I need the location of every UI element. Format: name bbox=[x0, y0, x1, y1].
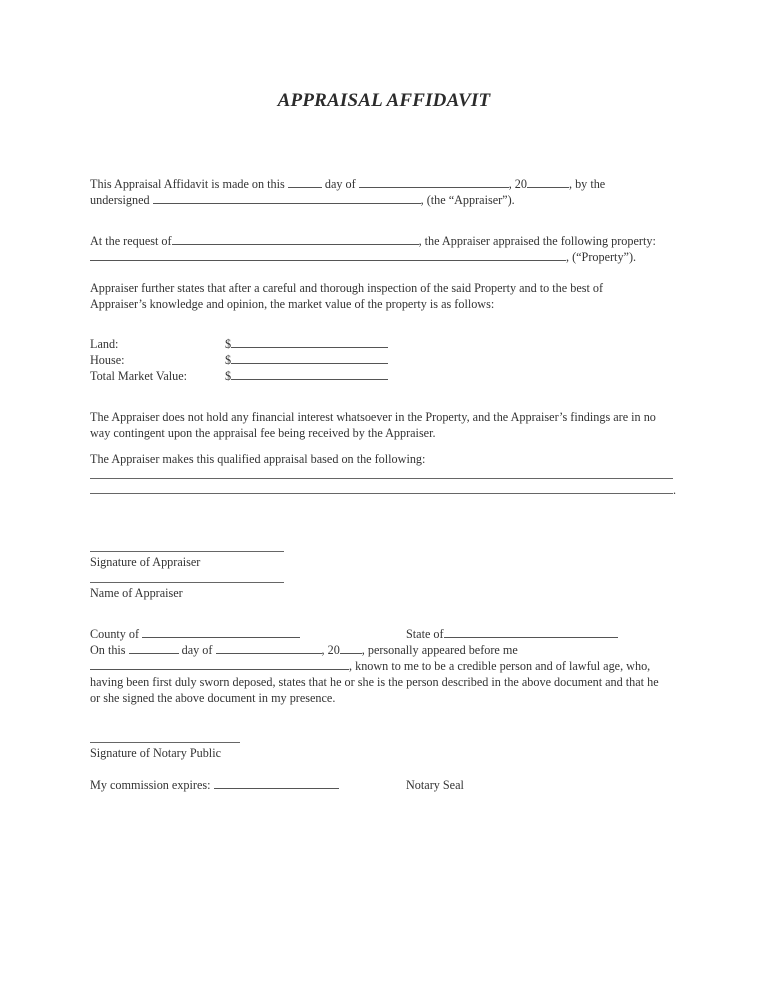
notary-line-2 bbox=[90, 642, 518, 658]
request-text: , (“Property”). bbox=[566, 250, 637, 264]
intro-text: , (the “Appraiser”). bbox=[420, 193, 515, 207]
currency-symbol: $ bbox=[225, 369, 232, 383]
county-label: County of bbox=[90, 627, 140, 641]
house-label: House: bbox=[90, 353, 125, 367]
intro-text: day of bbox=[324, 177, 356, 191]
affiant-name-blank[interactable] bbox=[90, 658, 349, 670]
appraiser-name-line[interactable] bbox=[90, 582, 284, 583]
notary-year-blank[interactable] bbox=[340, 642, 362, 654]
total-label: Total Market Value: bbox=[90, 369, 188, 383]
notary-text: day of bbox=[181, 643, 213, 657]
land-label: Land: bbox=[90, 337, 119, 351]
notary-line-5: or she signed the above document in my presence. bbox=[90, 691, 336, 705]
intro-line-1 bbox=[90, 176, 605, 192]
intro-text: , by the bbox=[568, 177, 606, 191]
year-blank[interactable] bbox=[527, 176, 569, 188]
state-blank[interactable] bbox=[444, 626, 618, 638]
notary-month-blank[interactable] bbox=[216, 642, 322, 654]
currency-symbol: $ bbox=[225, 353, 232, 367]
appraiser-signature-label: Signature of Appraiser bbox=[90, 555, 201, 569]
day-blank[interactable] bbox=[288, 176, 322, 188]
request-text: At the request of bbox=[90, 234, 172, 248]
appraiser-signature-line[interactable] bbox=[90, 551, 284, 552]
state-field bbox=[406, 626, 618, 642]
house-field[interactable] bbox=[225, 352, 388, 368]
house-value-blank[interactable] bbox=[231, 352, 388, 364]
notary-line-3 bbox=[90, 658, 650, 674]
total-value-blank[interactable] bbox=[231, 368, 388, 380]
appraiser-name-label: Name of Appraiser bbox=[90, 586, 183, 600]
total-field[interactable] bbox=[225, 368, 388, 384]
basis-period: . bbox=[673, 483, 677, 497]
land-value-blank[interactable] bbox=[231, 336, 388, 348]
notary-signature-label: Signature of Notary Public bbox=[90, 746, 221, 760]
land-field[interactable] bbox=[225, 336, 388, 352]
request-line-2 bbox=[90, 249, 636, 265]
inspection-line-1: Appraiser further states that after a careful and thorough inspection of the said Property and to the best of bbox=[90, 281, 604, 295]
notary-line-4: having been first duly sworn deposed, states that he or she is the person described in the above document and that he bbox=[90, 675, 659, 689]
intro-text: This Appraisal Affidavit is made on this bbox=[90, 177, 285, 191]
basis-blank-2[interactable] bbox=[90, 493, 673, 494]
notary-seal-label: Notary Seal bbox=[406, 778, 464, 792]
request-text: , the Appraiser appraised the following property: bbox=[418, 234, 656, 248]
notary-text: , known to me to be a credible person and of lawful age, who, bbox=[349, 659, 651, 673]
currency-symbol: $ bbox=[225, 337, 232, 351]
state-label: State of bbox=[406, 627, 444, 641]
interest-line-1: The Appraiser does not hold any financial interest whatsoever in the Property, and the Appraiser’s findings are in no bbox=[90, 410, 656, 424]
intro-line-2 bbox=[90, 192, 515, 208]
intro-text: , 20 bbox=[508, 177, 527, 191]
appraiser-name-blank[interactable] bbox=[153, 192, 421, 204]
basis-text: The Appraiser makes this qualified appraisal based on the following: bbox=[90, 452, 426, 466]
notary-text: On this bbox=[90, 643, 126, 657]
commission-blank[interactable] bbox=[214, 777, 339, 789]
intro-text: undersigned bbox=[90, 193, 150, 207]
requester-blank[interactable] bbox=[172, 233, 419, 245]
county-blank[interactable] bbox=[142, 626, 300, 638]
interest-line-2: way contingent upon the appraisal fee being received by the Appraiser. bbox=[90, 426, 436, 440]
document-title: APPRAISAL AFFIDAVIT bbox=[277, 90, 491, 111]
month-blank[interactable] bbox=[359, 176, 509, 188]
request-line-1 bbox=[90, 233, 656, 249]
property-blank[interactable] bbox=[90, 249, 566, 261]
notary-signature-line[interactable] bbox=[90, 742, 240, 743]
commission-label: My commission expires: bbox=[90, 778, 211, 792]
inspection-line-2: Appraiser’s knowledge and opinion, the market value of the property is as follows: bbox=[90, 297, 495, 311]
notary-text: , personally appeared before me bbox=[361, 643, 518, 657]
basis-blank-1[interactable] bbox=[90, 478, 673, 479]
notary-day-blank[interactable] bbox=[129, 642, 179, 654]
county-field bbox=[90, 626, 300, 642]
commission-field bbox=[90, 777, 339, 793]
notary-text: , 20 bbox=[321, 643, 340, 657]
